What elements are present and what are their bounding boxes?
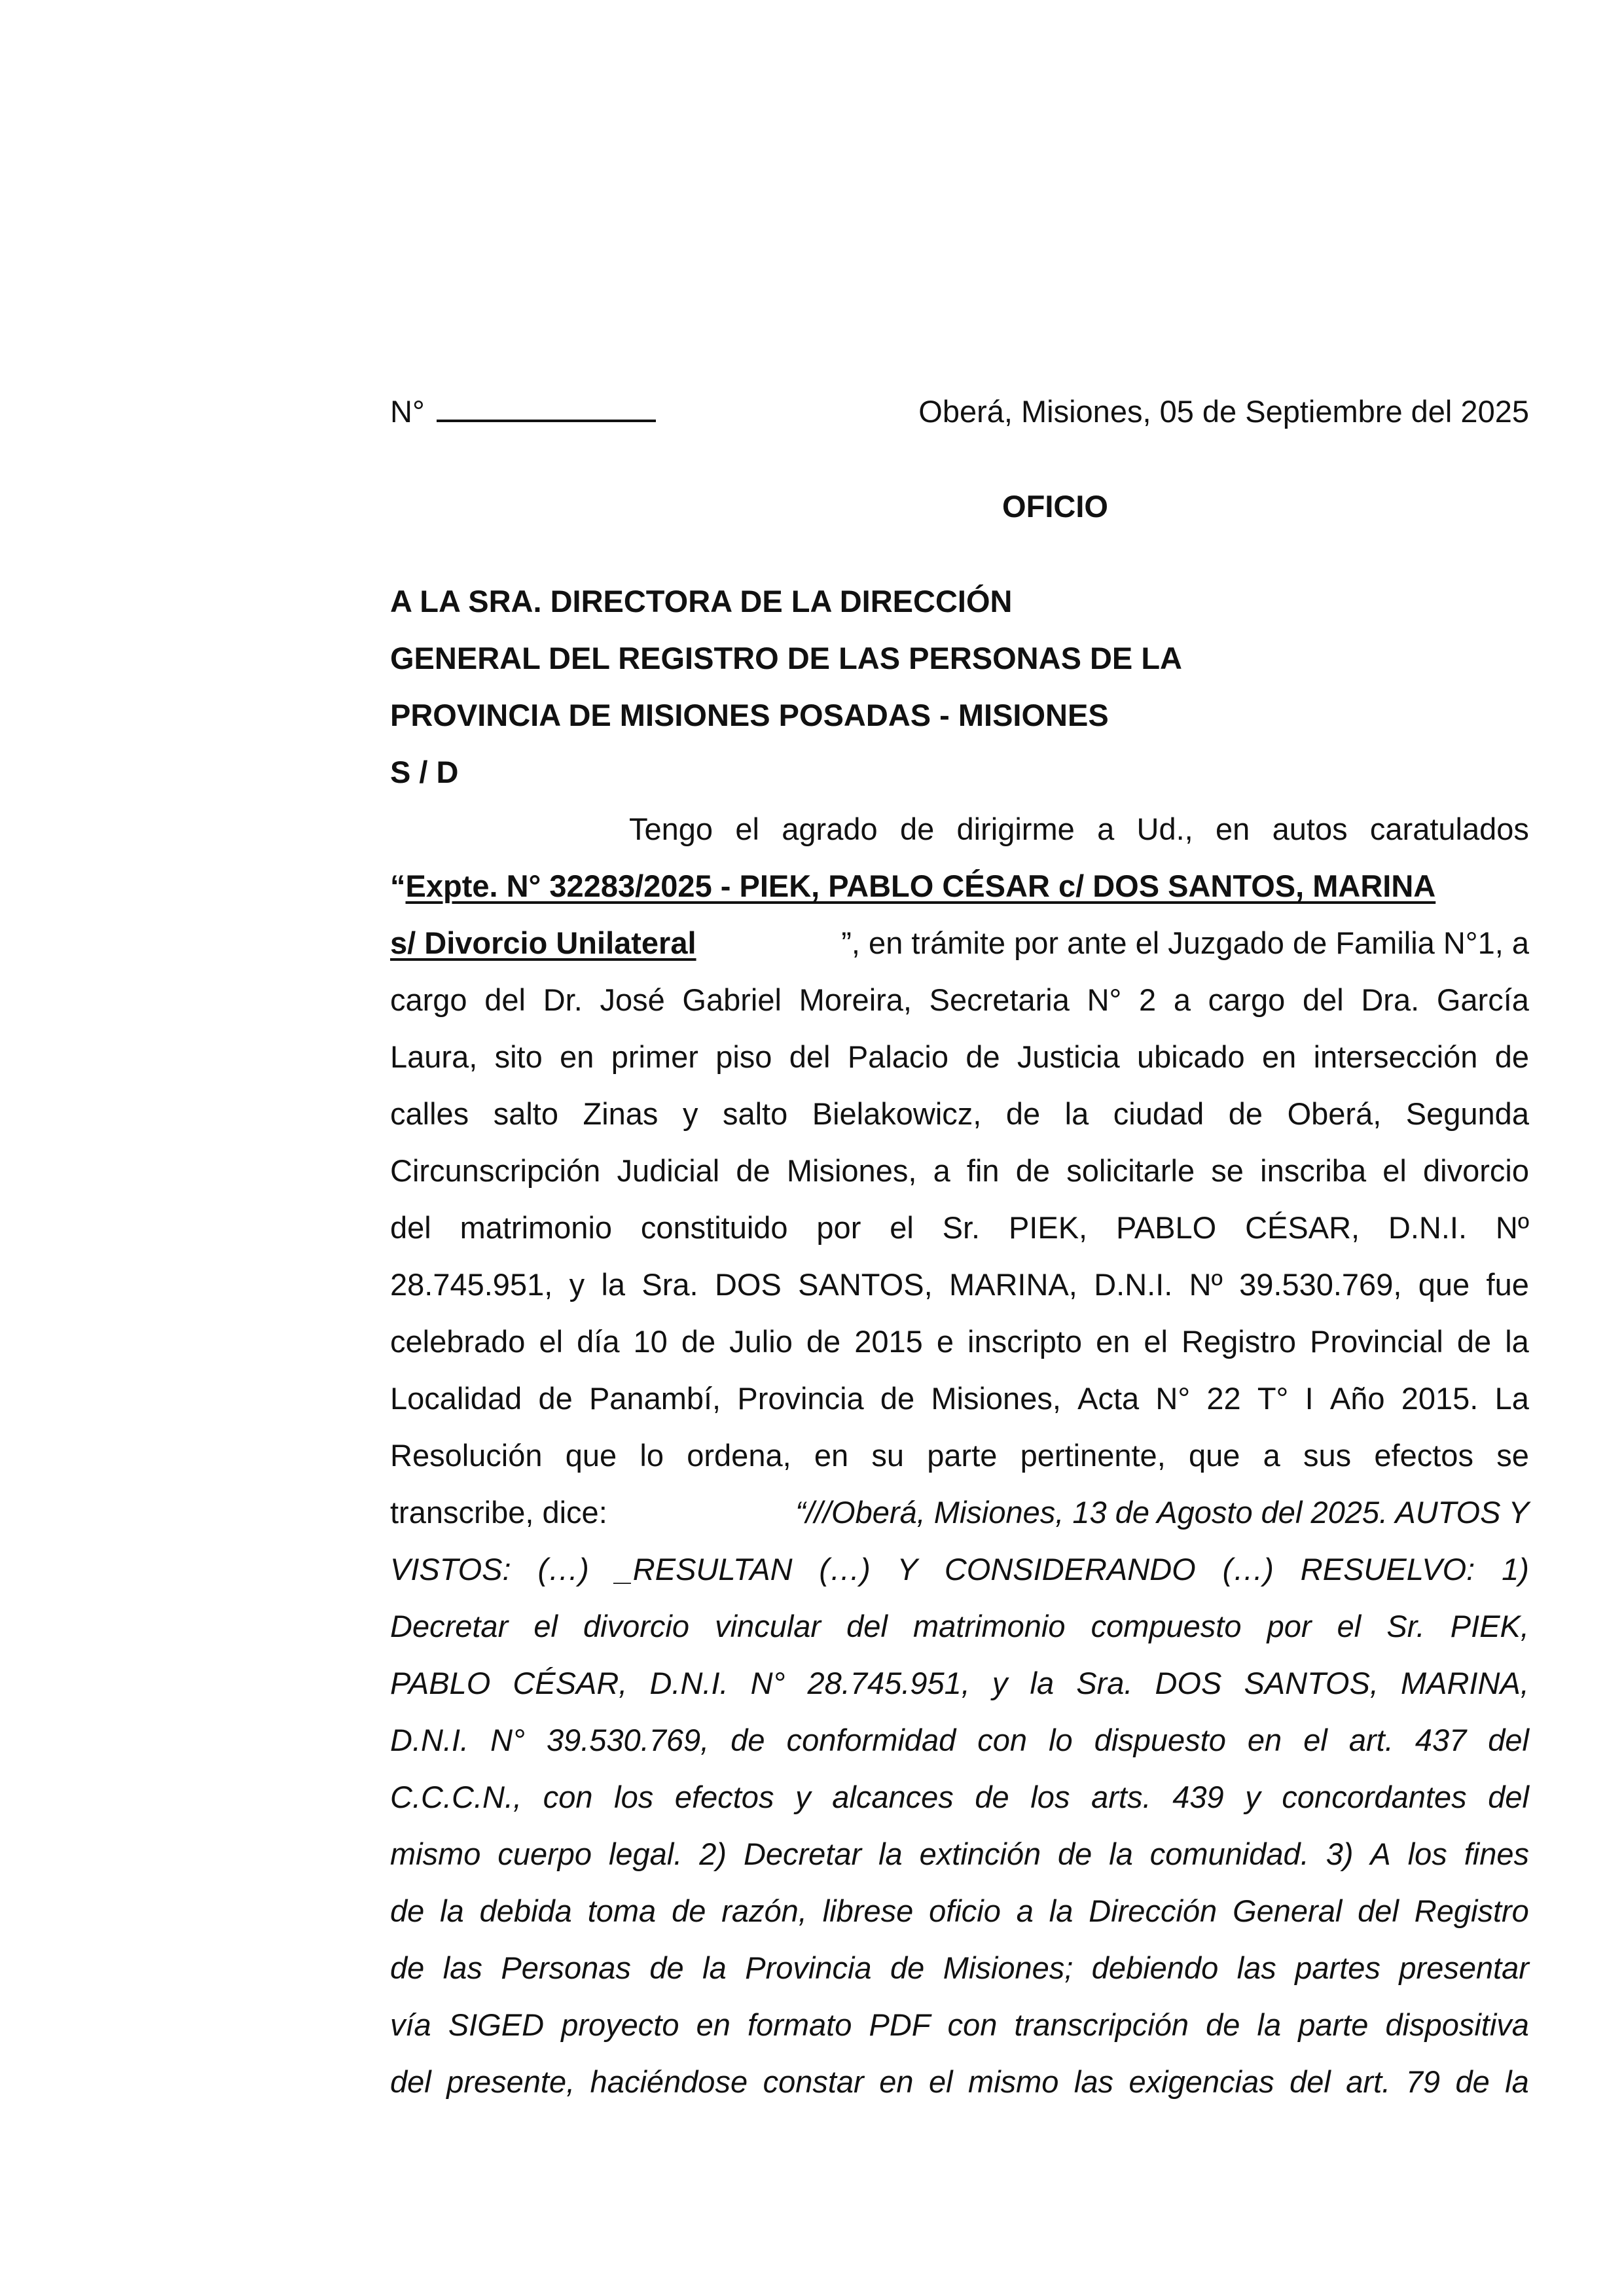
word: PABLO [1115, 1210, 1217, 1245]
word: efectos [1374, 1438, 1473, 1473]
word: constituido [640, 1210, 788, 1245]
word: Misiones, [786, 1153, 917, 1188]
word: formato [748, 2007, 852, 2042]
word: de [731, 1723, 765, 1757]
word: haciéndose [590, 2064, 748, 2099]
word: conformidad [786, 1723, 956, 1757]
word: en [1216, 812, 1250, 846]
word: del [789, 1039, 831, 1074]
word: parte [1298, 2007, 1369, 2042]
word: Misiones, [931, 1381, 1061, 1416]
word: y [992, 1666, 1008, 1700]
word: mismo [390, 1837, 481, 1871]
word: se [1211, 1153, 1244, 1188]
word: fue [1486, 1267, 1529, 1302]
word: la [1505, 1324, 1529, 1359]
word: extinción [919, 1837, 1041, 1871]
word: sito [494, 1039, 543, 1074]
word: mismo [968, 2064, 1059, 2099]
word: Provincia [737, 1381, 864, 1416]
word: la [440, 1893, 464, 1928]
word: (…) [819, 1552, 871, 1587]
word: las [442, 1950, 482, 1985]
body-line [390, 1085, 1529, 1142]
word: Provincial [1310, 1324, 1443, 1359]
word: del [1358, 1893, 1399, 1928]
word: divorcio [583, 1609, 689, 1643]
word: y [1245, 1780, 1261, 1814]
word: celebrado [390, 1324, 526, 1359]
word: art. [1348, 1723, 1394, 1757]
word: por [816, 1210, 861, 1245]
body-line [390, 1313, 1529, 1370]
resolution-line [390, 1712, 1529, 1768]
word: del [846, 1609, 888, 1643]
body-line [390, 1028, 1529, 1085]
word: de [1058, 1837, 1092, 1871]
word: MARINA, [1401, 1666, 1529, 1700]
word: dispuesto [1094, 1723, 1226, 1757]
word: de [1456, 1324, 1492, 1359]
word: efectos [674, 1780, 774, 1814]
word: 28.745.951, [807, 1666, 970, 1700]
word: de [390, 1950, 425, 1985]
word: el [1337, 1609, 1362, 1643]
word: RESUELVO: [1300, 1552, 1475, 1587]
word: de [965, 1039, 1000, 1074]
body-line [390, 1256, 1529, 1313]
word: T° [1257, 1381, 1289, 1416]
word: los [1407, 1837, 1447, 1871]
word: DOS [714, 1267, 782, 1302]
word: 439 [1172, 1780, 1224, 1814]
resolution-line [390, 2053, 1529, 2110]
resolution-line [390, 1996, 1529, 2053]
word: oficio [929, 1893, 1001, 1928]
word: I [1305, 1381, 1314, 1416]
word: inscripto [967, 1324, 1083, 1359]
word: Registro [1182, 1324, 1297, 1359]
word: 2 [1139, 982, 1157, 1017]
resolution-line [390, 1541, 1529, 1598]
word: legal. [608, 1837, 683, 1871]
body-line [390, 1370, 1529, 1427]
word: Justicia [1017, 1039, 1120, 1074]
word: de [1005, 1096, 1041, 1131]
word: Acta [1077, 1381, 1140, 1416]
word: la [878, 1837, 903, 1871]
word: su [871, 1438, 905, 1473]
word: PIEK, [1008, 1210, 1088, 1245]
word: a [1097, 812, 1115, 846]
body-line [390, 1142, 1529, 1199]
word: CÉSAR, [513, 1666, 628, 1700]
word: Sr. [942, 1210, 981, 1245]
body-line [390, 1427, 1529, 1484]
resolution-line [390, 1768, 1529, 1825]
word: Laura, [390, 1039, 478, 1074]
word: Año [1329, 1381, 1385, 1416]
case-caption-underlined: Expte. N° 32283/2025 - PIEK, PABLO CÉSAR c/ DOS SANTOS, MARINA [405, 869, 1436, 903]
case-caption-line [390, 857, 1529, 914]
word: debida [479, 1893, 572, 1928]
word: Secretaria [929, 982, 1070, 1017]
word: del [1290, 2064, 1331, 2099]
word: el [1303, 1723, 1327, 1757]
reference-number [390, 383, 656, 440]
word: día [577, 1324, 620, 1359]
letter-header [390, 383, 1529, 440]
body-line [390, 800, 1529, 857]
word: Registro [1414, 1893, 1529, 1928]
word: Nº [1189, 1267, 1223, 1302]
word: ubicado [1136, 1039, 1245, 1074]
word: (…) [537, 1552, 589, 1587]
word: Bielakowicz, [812, 1096, 982, 1131]
word: alcances [832, 1780, 954, 1814]
word: 28.745.951, [390, 1267, 553, 1302]
word: Resolución [390, 1438, 543, 1473]
word: N° [490, 1723, 525, 1757]
word: de [880, 1381, 915, 1416]
word: con [947, 2007, 998, 2042]
addressee-block [390, 573, 1529, 800]
word: del [1302, 982, 1344, 1017]
word: inscriba [1260, 1153, 1367, 1188]
word: exigencias [1128, 2064, 1274, 2099]
word: C.C.C.N., [390, 1780, 522, 1814]
body-line-plain: transcribe, dice: [390, 1495, 607, 1530]
word: y [569, 1267, 585, 1302]
resolution-line [390, 1655, 1529, 1712]
word: de [975, 1780, 1009, 1814]
word: concordantes [1282, 1780, 1467, 1814]
word: de [390, 1893, 425, 1928]
word: Circunscripción [390, 1153, 601, 1188]
place-and-date: Oberá, Misiones, 05 de Septiembre del 2025 [918, 394, 1529, 429]
word: N° [750, 1666, 785, 1700]
word: cargo [390, 982, 467, 1017]
word: Dirección [1089, 1893, 1218, 1928]
word: el [1144, 1324, 1168, 1359]
word: art. [1346, 2064, 1391, 2099]
word: dirigirme [956, 812, 1075, 846]
addressee-sd: S / D [390, 755, 459, 789]
word: fines [1464, 1837, 1529, 1871]
word: compuesto [1091, 1609, 1242, 1643]
word: el [1382, 1153, 1407, 1188]
word: (…) [1222, 1552, 1274, 1587]
word: a [1016, 1893, 1034, 1928]
word: librese [822, 1893, 914, 1928]
word: 39.530.769, [1239, 1267, 1402, 1302]
word: CONSIDERANDO [944, 1552, 1196, 1587]
word: en [1247, 1723, 1282, 1757]
word: Decretar [390, 1609, 509, 1643]
word: SIGED [448, 2007, 545, 2042]
word: con [543, 1780, 593, 1814]
document-content [390, 383, 1529, 2110]
word: Misiones; [943, 1950, 1074, 1985]
word: de [649, 1950, 684, 1985]
word: intersección [1313, 1039, 1478, 1074]
word: que [1189, 1438, 1240, 1473]
word: el [533, 1609, 558, 1643]
word: de [1228, 1096, 1263, 1131]
word: en [696, 2007, 731, 2042]
document-title: OFICIO [1002, 489, 1108, 524]
word: los [614, 1780, 654, 1814]
word: la [1109, 1837, 1133, 1871]
word: comunidad. [1149, 1837, 1309, 1871]
word: en [879, 2064, 914, 2099]
word: la [1257, 2007, 1282, 2042]
word: de [736, 1153, 770, 1188]
resolution-line [390, 1825, 1529, 1882]
word: Dr. [543, 982, 583, 1017]
word: Ud., [1136, 812, 1193, 846]
word: D.N.I. [649, 1666, 729, 1700]
word: PIEK, [1450, 1609, 1529, 1643]
word: en [1096, 1324, 1130, 1359]
word: Judicial [617, 1153, 720, 1188]
addressee-line: PROVINCIA DE MISIONES POSADAS - MISIONES [390, 698, 1109, 732]
word: 1) [1502, 1552, 1529, 1587]
word: Palacio [847, 1039, 948, 1074]
word: a [1173, 982, 1191, 1017]
word: PABLO [390, 1666, 491, 1700]
word: D.N.I. [1388, 1210, 1468, 1245]
word: Panambí, [588, 1381, 721, 1416]
word: VISTOS: [390, 1552, 511, 1587]
word: Dra. [1361, 982, 1420, 1017]
addressee-line: A LA SRA. DIRECTORA DE LA DIRECCIÓN [390, 584, 1013, 619]
word: por [1267, 1609, 1312, 1643]
word: a [933, 1153, 950, 1188]
word: D.N.I. [390, 1723, 469, 1757]
body-line [390, 914, 1529, 971]
word: MARINA, [948, 1267, 1077, 1302]
word: 437 [1415, 1723, 1467, 1757]
word: PDF [869, 2007, 931, 2042]
word: a [1263, 1438, 1280, 1473]
word: debiendo [1091, 1950, 1219, 1985]
case-caption-underlined-end: s/ Divorcio Unilateral [390, 925, 696, 960]
word: vía [390, 2007, 431, 2042]
word: los [1030, 1780, 1070, 1814]
word: 3) [1326, 1837, 1354, 1871]
word: la [601, 1267, 626, 1302]
word: Nº [1495, 1210, 1529, 1245]
word: piso [715, 1039, 772, 1074]
word: de [899, 812, 935, 846]
word: CÉSAR, [1245, 1210, 1360, 1245]
word: matrimonio [460, 1210, 613, 1245]
word: la [1064, 1096, 1089, 1131]
word: la [1505, 2064, 1529, 2099]
word: sus [1303, 1438, 1352, 1473]
word: 10 [633, 1324, 668, 1359]
word: proyecto [561, 2007, 679, 2042]
word: Sr. [1386, 1609, 1425, 1643]
word: parte [927, 1438, 998, 1473]
word: con [977, 1723, 1028, 1757]
word: Moreira, [799, 982, 912, 1017]
resolution-line [390, 1598, 1529, 1655]
word: pertinente, [1020, 1438, 1166, 1473]
word: arts. [1091, 1780, 1151, 1814]
word: Gabriel [682, 982, 782, 1017]
word: Provincia [745, 1950, 872, 1985]
word: Decretar [743, 1837, 862, 1871]
word: en [560, 1039, 594, 1074]
word: que [565, 1438, 617, 1473]
word: matrimonio [913, 1609, 1066, 1643]
word: SANTOS, [798, 1267, 933, 1302]
word: que [1418, 1267, 1470, 1302]
word: presentar [1399, 1950, 1529, 1985]
word: cuerpo [497, 1837, 592, 1871]
word: divorcio [1423, 1153, 1529, 1188]
word: N° [1087, 982, 1122, 1017]
word: de [1494, 1039, 1529, 1074]
resolution-quote-start: “///Oberá, Misiones, 13 de Agosto del 2025. AUTOS Y [795, 1495, 1529, 1530]
word: transcripción [1014, 2007, 1189, 2042]
word: D.N.I. [1094, 1267, 1173, 1302]
word: José [600, 982, 665, 1017]
letter-body [390, 800, 1529, 2110]
word: toma [587, 1893, 657, 1928]
word: García [1436, 982, 1529, 1017]
word: lo [640, 1438, 664, 1473]
word: 2015. [1401, 1381, 1479, 1416]
word: en [1261, 1039, 1297, 1074]
body-line-rest: ”, en trámite por ante el Juzgado de Familia N°1, a [841, 925, 1529, 960]
word: _RESULTAN [615, 1552, 793, 1587]
word: partes [1295, 1950, 1380, 1985]
word: ciudad [1113, 1096, 1204, 1131]
case-caption-open-quote [390, 857, 1435, 914]
body-line [390, 1484, 1529, 1541]
word: 2) [699, 1837, 727, 1871]
word: de [890, 1950, 925, 1985]
word: 79 [1405, 2064, 1440, 2099]
word: Y [897, 1552, 918, 1587]
word: en [814, 1438, 849, 1473]
word: General [1233, 1893, 1343, 1928]
word: Oberá, [1287, 1096, 1382, 1131]
word: Zinas [583, 1096, 659, 1131]
word: del [1488, 1780, 1529, 1814]
word: del [484, 982, 526, 1017]
word: el [735, 812, 759, 846]
word: de [672, 1893, 706, 1928]
word: Sra. [641, 1267, 698, 1302]
word: A [1370, 1837, 1391, 1871]
word: las [1074, 2064, 1114, 2099]
word: del [390, 1210, 431, 1245]
word: presente, [446, 2064, 575, 2099]
word: la [702, 1950, 727, 1985]
word: agrado [782, 812, 878, 846]
word: razón, [721, 1893, 807, 1928]
number-label: N° [390, 394, 425, 429]
word: de [806, 1324, 841, 1359]
word: Localidad [390, 1381, 522, 1416]
body-line [390, 971, 1529, 1028]
word: el [928, 2064, 953, 2099]
word: vincular [715, 1609, 821, 1643]
addressee-line: GENERAL DEL REGISTRO DE LAS PERSONAS DE LA [390, 641, 1182, 675]
word: Sra. [1076, 1666, 1133, 1700]
word: Tengo [629, 812, 713, 846]
word: 22 [1206, 1381, 1241, 1416]
word: autos [1272, 812, 1348, 846]
word: DOS [1155, 1666, 1222, 1700]
word: dispositiva [1385, 2007, 1529, 2042]
word: ordena, [687, 1438, 791, 1473]
word: del [390, 2064, 431, 2099]
word: de [681, 1324, 716, 1359]
word: e [936, 1324, 954, 1359]
word: y [682, 1096, 698, 1131]
word: 2015 [854, 1324, 923, 1359]
word: las [1236, 1950, 1276, 1985]
word: 39.530.769, [546, 1723, 710, 1757]
word: de [538, 1381, 573, 1416]
word: Segunda [1405, 1096, 1529, 1131]
word: de [1455, 2064, 1490, 2099]
word: la [1030, 1666, 1055, 1700]
body-line [390, 1199, 1529, 1256]
word: y [795, 1780, 811, 1814]
word: el [890, 1210, 914, 1245]
word: fin [966, 1153, 1000, 1188]
word: el [539, 1324, 564, 1359]
word: lo [1049, 1723, 1073, 1757]
word: de [1015, 1153, 1051, 1188]
resolution-line [390, 1939, 1529, 1996]
word: se [1496, 1438, 1529, 1473]
word: constar [763, 2064, 864, 2099]
number-blank-line [437, 386, 656, 422]
word: solicitarle [1066, 1153, 1195, 1188]
resolution-line [390, 1882, 1529, 1939]
word: SANTOS, [1244, 1666, 1379, 1700]
word: la [1049, 1893, 1074, 1928]
word: calles [390, 1096, 469, 1131]
open-quote: “ [390, 869, 406, 903]
word: del [1488, 1723, 1529, 1757]
word: salto [722, 1096, 788, 1131]
word: Personas [501, 1950, 631, 1985]
word: primer [611, 1039, 698, 1074]
word: de [1206, 2007, 1240, 2042]
word: La [1494, 1381, 1529, 1416]
word: salto [493, 1096, 558, 1131]
word: N° [1155, 1381, 1191, 1416]
word: Julio [729, 1324, 793, 1359]
word: cargo [1208, 982, 1286, 1017]
word: caratulados [1369, 812, 1529, 846]
